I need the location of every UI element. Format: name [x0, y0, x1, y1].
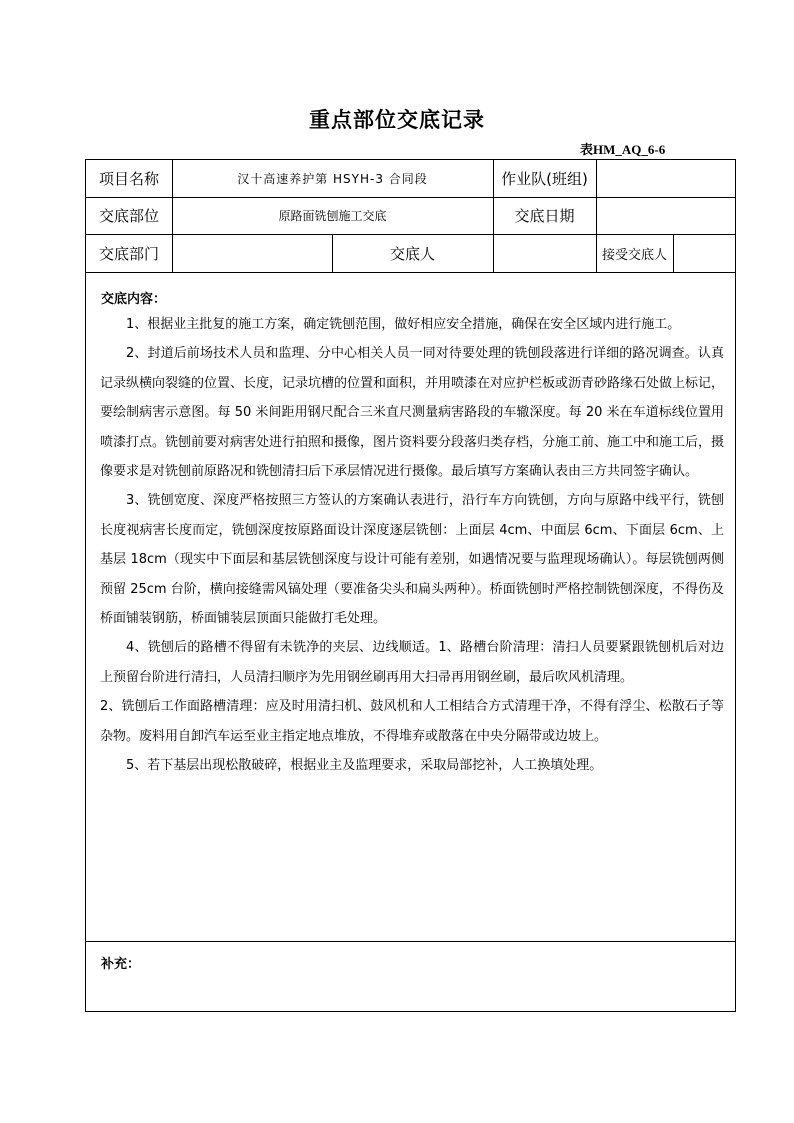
disclosure-part-label: 交底部位	[98, 207, 159, 225]
content-paragraph: 1、根据业主批复的施工方案，确定铣刨范围，做好相应安全措施，确保在安全区域内进行施工。	[126, 317, 681, 332]
document-title: 重点部位交底记录	[309, 107, 485, 132]
content-paragraph: 4、铣刨后的路槽不得留有未铣净的夹层、边线顺适。1、路槽台阶清理：清扫人员要紧跟铣刨机后对边上预留台阶进行清扫，人员清扫顺序为先用钢丝刷再用大扫帚再用钢丝刷，最后吹风机清理。	[100, 640, 724, 685]
work-team-label: 作业队(班组)	[501, 170, 588, 188]
content-paragraph: 2、封道后前场技术人员和监理、分中心相关人员一同对待要处理的铣刨段落进行详细的路况调查。认真记录纵横向裂缝的位置、长度，记录坑槽的位置和面积，并用喷漆在对应护栏板或沥青砂路缘石处做上标记，要绘制病害示意图。每 50 米间距用钢尺配合三米直尺测量病害路段的车辙深度。每 20 米在车道标线位置用喷漆打点。铣刨前要对病害处进行拍照和摄像，图片资料要分段落归类存档，分施工前、施工中和施工后，摄像要求是对铣刨前原路况和铣刨清扫后下承层情况进行摄像。最后填写方案确认表由三方共同签字确认。	[100, 346, 725, 480]
disclosure-dept-value	[172, 234, 332, 272]
content-paragraph: 3、铣刨宽度、深度严格按照三方签认的方案确认表进行，沿行车方向铣刨，方向与原路中线平行，铣刨长度视病害长度而定，铣刨深度按原路面设计深度逐层铣刨：上面层 4cm、中面层 6cm、下面层 6cm、上基层 18cm（现实中下面层和基层铣刨深度与设计可能有差别，如遇情况要与监理现场确认）。每层铣刨两侧预留 25cm 台阶，横向接缝需风镐处理（要准备尖头和扁头两种）。桥面铣刨时严格控制铣刨深度，不得伤及桥面铺装钢筋，桥面铺装层顶面只能做打毛处理。	[100, 493, 724, 627]
disclosure-dept-label: 交底部门	[98, 244, 159, 263]
discloser-label: 交底人	[389, 244, 435, 263]
receiver-value	[673, 234, 736, 272]
content-paragraph: 5、若下基层出现松散破碎，根据业主及监理要求，采取局部挖补，人工换填处理。	[126, 758, 603, 774]
form-code: 表HM_AQ_6-6	[580, 142, 666, 157]
receiver-label: 接受交底人	[601, 247, 667, 263]
row-divider	[86, 941, 735, 942]
discloser-value	[493, 234, 596, 272]
content-body	[100, 310, 724, 781]
content-paragraph: 2、铣刨后工作面路槽清理：应及时用清扫机、鼓风机和人工相结合方式清理干净，不得有浮尘、松散石子等杂物。废料用自卸汽车运至业主指定地点堆放，不得堆弃或散落在中央分隔带或边坡上。	[100, 699, 724, 744]
disclosure-date-value	[596, 197, 736, 234]
project-name-value: 汉十高速养护第 HSYH-3 合同段	[237, 172, 428, 186]
project-name-label: 项目名称	[98, 170, 159, 188]
content-heading: 交底内容：	[101, 292, 167, 307]
disclosure-date-label: 交底日期	[514, 207, 575, 225]
record-form	[85, 159, 736, 1012]
supplement-heading: 补充：	[101, 957, 141, 972]
row-divider	[86, 272, 735, 273]
work-team-value	[596, 160, 736, 197]
disclosure-part-value: 原路面铣刨施工交底	[278, 209, 387, 223]
